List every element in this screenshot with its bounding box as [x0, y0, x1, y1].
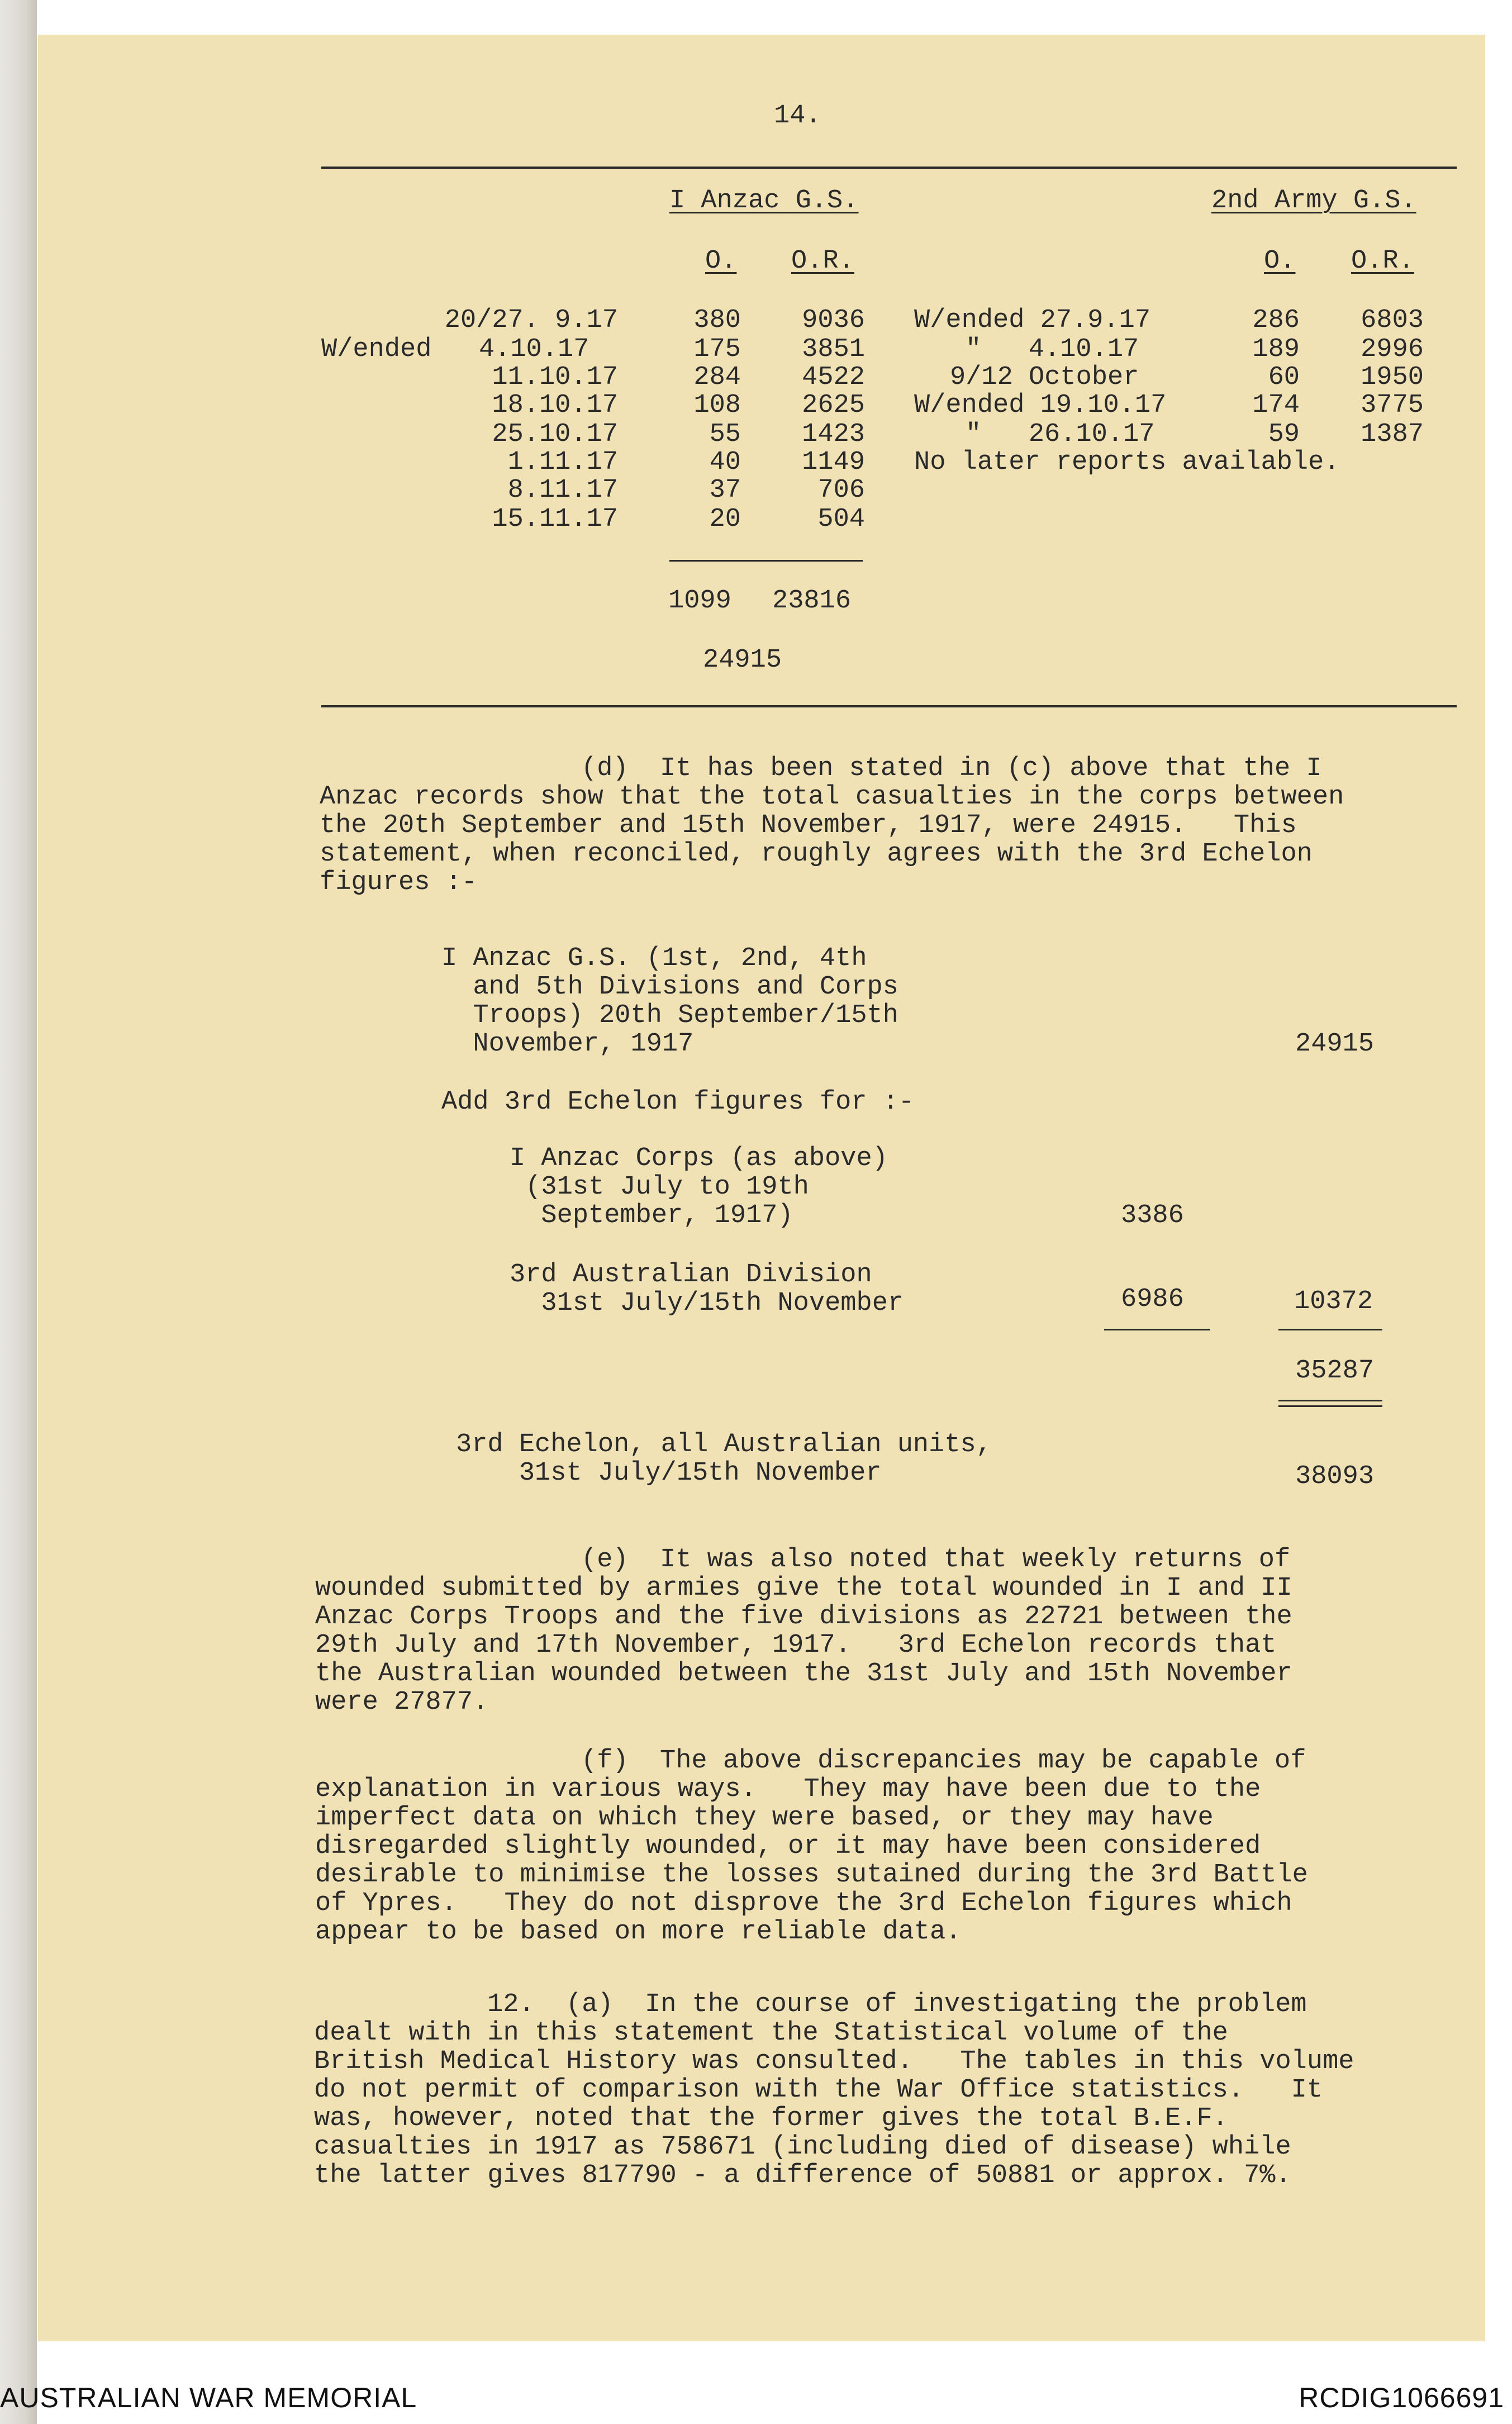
- total-rule: [669, 560, 863, 562]
- left-row-o: 108: [693, 391, 741, 420]
- left-row-o: 37: [709, 476, 741, 505]
- left-row-label: 18.10.17: [492, 391, 618, 420]
- recon-item3-sum: 10372: [1294, 1287, 1373, 1316]
- para-12-line: the latter gives 817790 - a difference of 50881 or approx. 7%.: [314, 2161, 1291, 2190]
- left-row-or: 504: [817, 505, 865, 534]
- right-row-label: W/ended 19.10.17: [914, 391, 1167, 420]
- left-row-label: 25.10.17: [492, 420, 618, 449]
- left-row-o: 40: [709, 448, 741, 477]
- para-12-line: do not permit of comparison with the War Office statistics. It: [314, 2075, 1323, 2105]
- left-row-label: 20/27. 9.17: [444, 306, 618, 335]
- recon-item3-value: 6986: [1121, 1285, 1184, 1314]
- recon-rule-mid: [1104, 1329, 1210, 1330]
- recon-item2-value: 3386: [1121, 1201, 1184, 1230]
- recon-item3-line: 3rd Australian Division: [510, 1260, 872, 1290]
- para-d-line: figures :-: [320, 868, 478, 897]
- recon-item1-line: and 5th Divisions and Corps: [441, 972, 898, 1002]
- recon-item2-line: September, 1917): [510, 1201, 793, 1230]
- right-row-label: " 4.10.17: [966, 335, 1139, 364]
- right-row-o: 286: [1252, 306, 1300, 335]
- para-12-line: casualties in 1917 as 758671 (including died of disease) while: [314, 2132, 1291, 2162]
- left-row-or: 3851: [802, 335, 865, 364]
- right-row-o: 174: [1252, 391, 1300, 420]
- para-f-line: imperfect data on which they were based, or they may have: [315, 1803, 1214, 1833]
- recon-item2-line: (31st July to 19th: [510, 1172, 809, 1202]
- left-row-o: 284: [693, 363, 741, 392]
- total-o: 1099: [668, 586, 731, 616]
- right-row-or: 3775: [1361, 391, 1424, 420]
- page-number: 14.: [774, 101, 821, 131]
- recon-item1-value: 24915: [1295, 1029, 1375, 1059]
- para-e-line: the Australian wounded between the 31st July and 15th November: [315, 1659, 1292, 1689]
- recon-item1-line: I Anzac G.S. (1st, 2nd, 4th: [441, 944, 867, 973]
- top-rule: [321, 167, 1457, 169]
- right-note: No later reports available.: [914, 448, 1340, 477]
- recon-item4-value: 38093: [1295, 1462, 1375, 1491]
- para-12-line: 12. (a) In the course of investigating the problem: [487, 1990, 1307, 2019]
- grand-total: 24915: [703, 645, 782, 675]
- left-row-or: 706: [817, 476, 865, 505]
- left-row-or: 1149: [802, 448, 865, 477]
- para-e-line: wounded submitted by armies give the total wounded in I and II: [315, 1574, 1292, 1603]
- para-e-line: Anzac Corps Troops and the five divisions as 22721 between the: [315, 1602, 1292, 1632]
- right-heading: 2nd Army G.S.: [1211, 186, 1416, 216]
- left-row-or: 2625: [802, 391, 865, 420]
- right-row-or: 1950: [1361, 363, 1424, 392]
- left-row-or: 4522: [802, 363, 865, 392]
- right-col-or: O.R.: [1351, 246, 1414, 276]
- recon-item2-line: I Anzac Corps (as above): [510, 1144, 888, 1173]
- para-12-line: British Medical History was consulted. The tables in this volume: [314, 2047, 1354, 2076]
- total-or: 23816: [772, 586, 852, 616]
- recon-item4-line: 31st July/15th November: [456, 1458, 882, 1488]
- para-f-line: disregarded slightly wounded, or it may have been considered: [315, 1832, 1261, 1861]
- left-heading: I Anzac G.S.: [669, 186, 859, 216]
- para-d-line: statement, when reconciled, roughly agrees with the 3rd Echelon: [320, 839, 1313, 869]
- para-f-line: (f) The above discrepancies may be capable of: [581, 1746, 1306, 1776]
- recon-double-rule-2: [1278, 1405, 1382, 1407]
- para-12-line: dealt with in this statement the Statistical volume of the: [314, 2018, 1228, 2048]
- right-col-o: O.: [1264, 246, 1296, 276]
- footer-identifier: RCDIG1066691: [1299, 2382, 1504, 2413]
- recon-item4-line: 3rd Echelon, all Australian units,: [456, 1430, 992, 1460]
- recon-add-label: Add 3rd Echelon figures for :-: [441, 1087, 915, 1117]
- left-row-o: 380: [693, 306, 741, 335]
- para-e-line: 29th July and 17th November, 1917. 3rd Echelon records that: [315, 1631, 1277, 1660]
- para-f-line: of Ypres. They do not disprove the 3rd Echelon figures which: [315, 1889, 1292, 1918]
- para-e-line: were 27877.: [315, 1688, 489, 1717]
- left-col-or: O.R.: [791, 246, 854, 276]
- left-row-o: 175: [693, 335, 741, 364]
- para-f-line: explanation in various ways. They may have been due to the: [315, 1775, 1261, 1804]
- left-row-label: 8.11.17: [507, 476, 618, 505]
- left-row-label: 1.11.17: [507, 448, 618, 477]
- table-bottom-rule: [321, 705, 1457, 707]
- left-row-label: 15.11.17: [492, 505, 618, 534]
- left-row-o: 20: [709, 505, 741, 534]
- left-row-or: 1423: [802, 420, 865, 449]
- para-12-line: was, however, noted that the former gives the total B.E.F.: [314, 2104, 1228, 2133]
- recon-rule-right: [1278, 1329, 1382, 1330]
- right-row-or: 2996: [1361, 335, 1424, 364]
- right-row-label: " 26.10.17: [966, 420, 1155, 449]
- recon-item1-line: November, 1917: [441, 1029, 694, 1059]
- recon-item3-line: 31st July/15th November: [510, 1289, 904, 1318]
- right-row-o: 59: [1268, 420, 1300, 449]
- para-d-line: the 20th September and 15th November, 1917, were 24915. This: [320, 811, 1297, 840]
- para-f-line: desirable to minimise the losses sutained during the 3rd Battle: [315, 1860, 1308, 1890]
- left-row-label: W/ended 4.10.17: [321, 335, 589, 364]
- right-row-o: 60: [1268, 363, 1300, 392]
- para-d-line: (d) It has been stated in (c) above that the I: [581, 754, 1322, 783]
- left-row-label: 11.10.17: [492, 363, 618, 392]
- para-e-line: (e) It was also noted that weekly returns of: [581, 1545, 1291, 1575]
- scan-edge: [0, 0, 37, 2424]
- left-col-o: O.: [705, 246, 737, 276]
- footer-institution: AUSTRALIAN WAR MEMORIAL: [0, 2382, 417, 2413]
- recon-item1-line: Troops) 20th September/15th: [441, 1001, 898, 1030]
- right-row-label: 9/12 October: [950, 363, 1139, 392]
- right-row-label: W/ended 27.9.17: [914, 306, 1151, 335]
- left-row-o: 55: [709, 420, 741, 449]
- recon-subtotal: 35287: [1295, 1356, 1375, 1386]
- left-row-or: 9036: [802, 306, 865, 335]
- right-row-or: 6803: [1361, 306, 1424, 335]
- recon-double-rule-1: [1278, 1400, 1382, 1401]
- para-d-line: Anzac records show that the total casualties in the corps between: [320, 782, 1344, 812]
- para-f-line: appear to be based on more reliable data.: [315, 1917, 962, 1947]
- right-row-or: 1387: [1361, 420, 1424, 449]
- right-row-o: 189: [1252, 335, 1300, 364]
